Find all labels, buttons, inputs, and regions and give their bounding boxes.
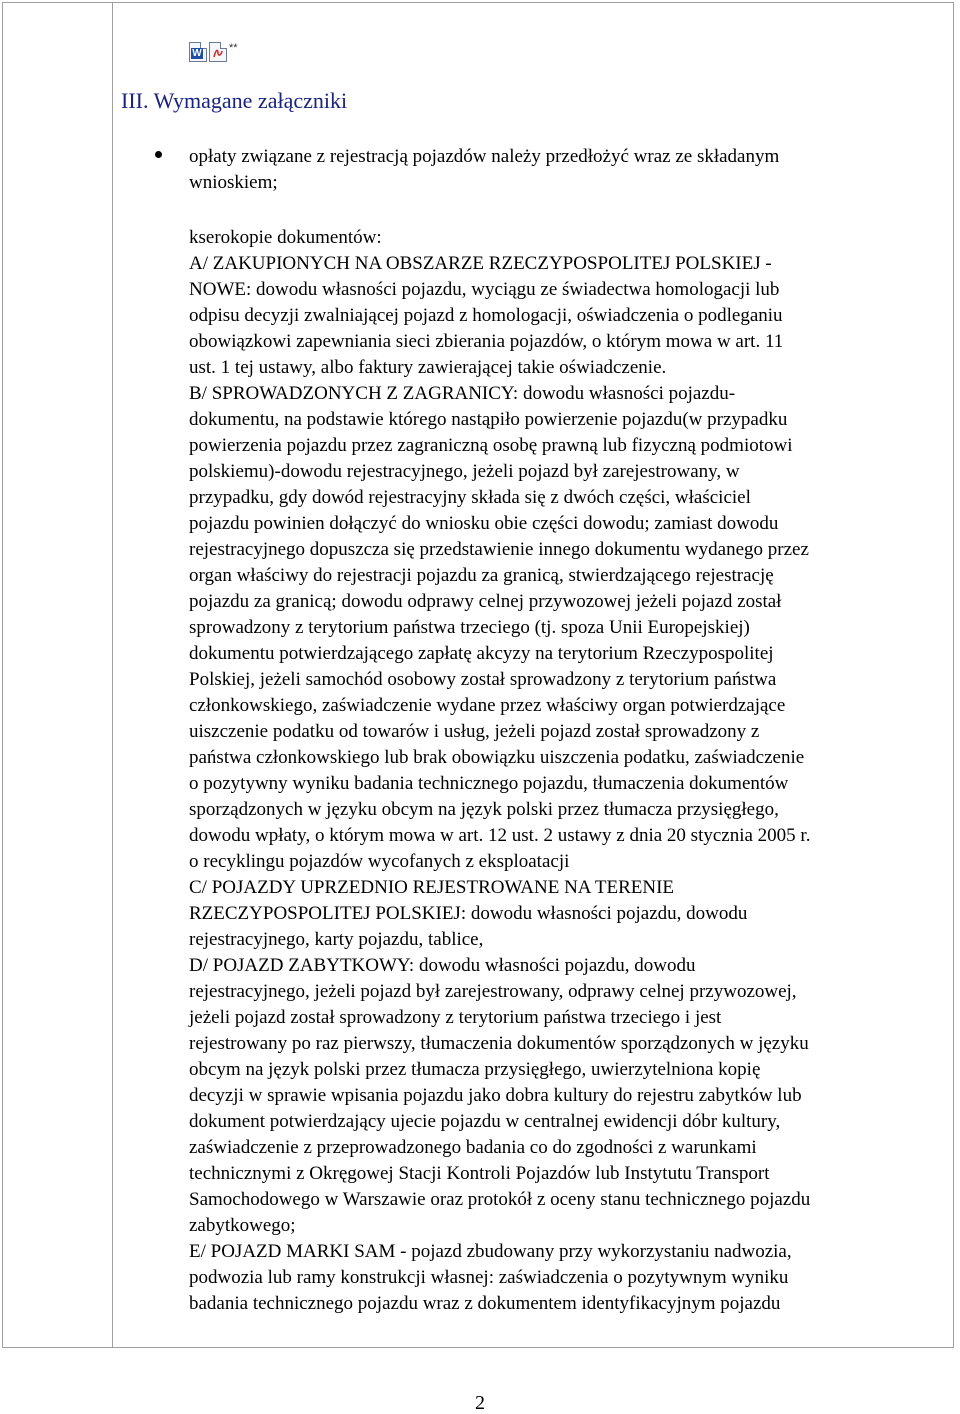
text-line: Samochodowego w Warszawie oraz protokół z oceny stanu technicznego pojazdu: [189, 1189, 811, 1210]
text-line: dokumentu, na podstawie którego nastąpiło powierzenie pojazdu(w przypadku: [189, 409, 788, 430]
text-line: zabytkowego;: [189, 1215, 296, 1236]
text-line: dokument potwierdzający ujecie pojazdu w centralnej ewidencji dóbr kultury,: [189, 1111, 781, 1132]
text-line: pojazdu powinien dołączyć do wniosku obie części dowodu; zamiast dowodu: [189, 513, 779, 534]
text-line: rejestracyjnego, karty pojazdu, tablice,: [189, 929, 484, 950]
text-line: badania technicznego pojazdu wraz z dokumentem identyfikacyjnym pojazdu: [189, 1293, 781, 1314]
text-line: rejestracyjnego dopuszcza się przedstawienie innego dokumentu wydanego przez: [189, 539, 809, 560]
documents-paragraph: [189, 225, 954, 1317]
pdf-swirl-icon: [212, 47, 224, 59]
text-line: przypadku, gdy dowód rejestracyjny składa się z dwóch części, właściciel: [189, 487, 751, 508]
text-line: powierzenia pojazdu przez zagraniczną osobę prawną lub fizyczną podmiotowi: [189, 435, 793, 456]
text-line: opłaty związane z rejestracją pojazdów należy przedłożyć wraz ze składanym: [189, 146, 780, 167]
fee-paragraph: [189, 144, 954, 196]
section-heading: III. Wymagane załączniki: [121, 88, 348, 113]
text-line: rejestrowany po raz pierwszy, tłumaczenia dokumentów sporządzonych w języku: [189, 1033, 809, 1054]
text-line: E/ POJAZD MARKI SAM - pojazd zbudowany przy wykorzystaniu nadwozia,: [189, 1241, 792, 1262]
footnote-stars: **: [229, 42, 238, 54]
text-line: odpisu decyzji zwalniającej pojazd z homologacji, oświadczenia o podleganiu: [189, 305, 783, 326]
text-line: dokumentu potwierdzającego zapłatę akcyzy na terytorium Rzeczypospolitej: [189, 643, 774, 664]
frame-left-border: [2, 2, 3, 1348]
text-line: zaświadczenie z przeprowadzonego badania co do zgodności z warunkami: [189, 1137, 757, 1158]
text-line: organ właściwy do rejestracji pojazdu za granicą, stwierdzającego rejestrację: [189, 565, 774, 586]
text-line: kserokopie dokumentów:: [189, 227, 382, 248]
word-document-icon[interactable]: [189, 42, 207, 62]
text-line: obowiązkowi zapewniania sieci zbierania pojazdów, o którym mowa w art. 11: [189, 331, 784, 352]
text-line: sporządzonych w języku obcym na język polski przez tłumacza przysięgłego,: [189, 799, 779, 820]
text-line: ust. 1 tej ustawy, albo faktury zawierającej takie oświadczenie.: [189, 357, 667, 378]
text-line: podwozia lub ramy konstrukcji własnej: zaświadczenia o pozytywnym wyniku: [189, 1267, 789, 1288]
frame-top-border: [2, 2, 954, 3]
text-line: NOWE: dowodu własności pojazdu, wyciągu ze świadectwa homologacji lub: [189, 279, 780, 300]
text-line: polskiemu)-dowodu rejestracyjnego, jeżeli pojazd był zarejestrowany, w: [189, 461, 740, 482]
text-line: D/ POJAZD ZABYTKOWY: dowodu własności pojazdu, dowodu: [189, 955, 696, 976]
frame-bottom-border: [2, 1347, 954, 1348]
text-line: państwa członkowskiego lub brak obowiązku uiszczenia podatku, zaświadczenie: [189, 747, 805, 768]
text-line: rejestracyjnego, jeżeli pojazd był zarejestrowany, odprawy celnej przywozowej,: [189, 981, 797, 1002]
text-line: A/ ZAKUPIONYCH NA OBSZARZE RZECZYPOSPOLITEJ POLSKIEJ -: [189, 253, 772, 274]
text-line: sprowadzony z terytorium państwa trzeciego (tj. spoza Unii Europejskiej): [189, 617, 750, 638]
text-line: C/ POJAZDY UPRZEDNIO REJESTROWANE NA TERENIE: [189, 877, 675, 898]
text-line: RZECZYPOSPOLITEJ POLSKIEJ: dowodu własności pojazdu, dowodu: [189, 903, 748, 924]
text-line: decyzji w sprawie wpisania pojazdu jako dobra kultury do rejestru zabytków lub: [189, 1085, 802, 1106]
text-line: Polskiej, jeżeli samochód osobowy został sprowadzony z terytorium państwa: [189, 669, 777, 690]
text-line: pojazdu za granicą; dowodu odprawy celnej przywozowej jeżeli pojazd został: [189, 591, 782, 612]
pdf-document-icon[interactable]: [209, 42, 227, 62]
text-line: o recyklingu pojazdów wycofanych z eksploatacji: [189, 851, 570, 872]
text-line: technicznymi z Okręgowej Stacji Kontroli Pojazdów lub Instytutu Transport: [189, 1163, 770, 1184]
text-line: dowodu wpłaty, o którym mowa w art. 12 ust. 2 ustawy z dnia 20 stycznia 2005 r.: [189, 825, 811, 846]
left-margin-cell: [0, 0, 112, 1348]
text-line: B/ SPROWADZONYCH Z ZAGRANICY: dowodu własności pojazdu-: [189, 383, 736, 404]
text-line: o pozytywny wyniku badania technicznego pojazdu, tłumaczenia dokumentów: [189, 773, 789, 794]
text-line: obcym na język polski przez tłumacza przysięgłego, uwierzytelniona kopię: [189, 1059, 761, 1080]
text-line: uiszczenie podatku od towarów i usług, jeżeli pojazd został sprowadzony z: [189, 721, 760, 742]
document-format-icons: [189, 42, 238, 64]
frame-divider: [112, 2, 113, 1348]
bullet-icon: [155, 151, 162, 158]
text-line: jeżeli pojazd został sprowadzony z terytorium państwa trzeciego i jest: [189, 1007, 722, 1028]
page-number: 2: [475, 1392, 485, 1414]
text-line: członkowskiego, zaświadczenie wydane przez właściwy organ potwierdzające: [189, 695, 786, 716]
text-line: wnioskiem;: [189, 172, 278, 193]
word-letter: W: [192, 48, 202, 59]
